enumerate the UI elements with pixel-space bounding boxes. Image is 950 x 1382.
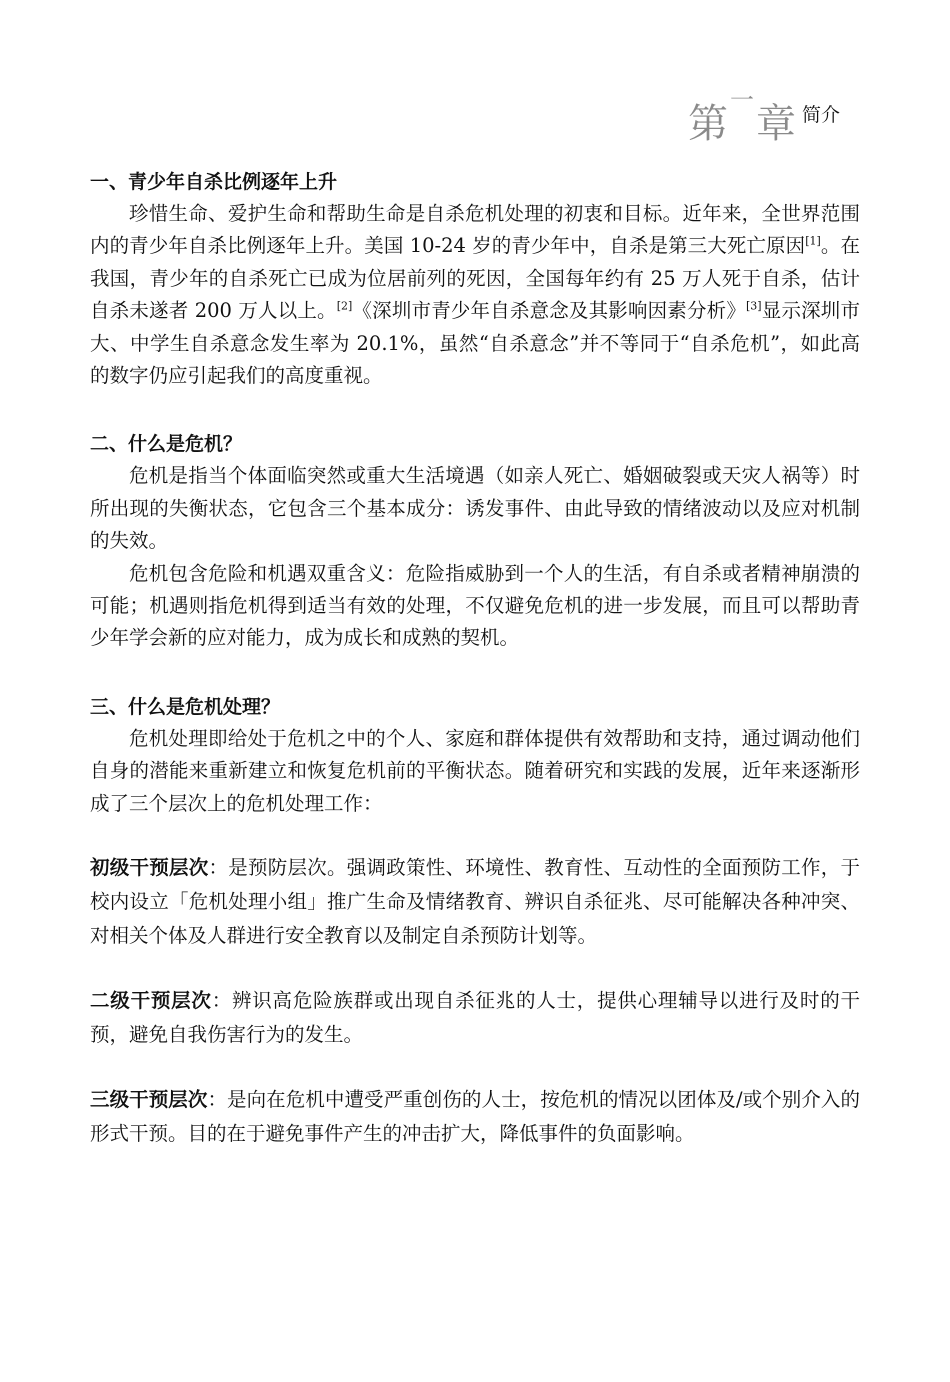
level-paragraph-secondary — [90, 984, 860, 1052]
level-label: 二级干预层次 — [90, 989, 212, 1013]
chapter-number: 一 — [729, 86, 754, 114]
paragraph-text: 显示深圳市大、中学生自杀意念发生率为 20.1%，虽然“自杀意念”并不等同于“自杀危机”，如此高的数字仍应引起我们的高度重视。 — [90, 299, 860, 388]
paragraph-text: 珍惜生命、爱护生命和帮助生命是自杀危机处理的初衷和目标。近年来，全世界范围内的青少年自杀比例逐年上升。美国 10-24 岁的青少年中，自杀是第三大死亡原因 — [90, 202, 860, 258]
chapter-title: 简介 — [801, 104, 840, 126]
section-heading: 一、青少年自杀比例逐年上升 — [90, 171, 338, 193]
section-paragraph: 危机包含危险和机遇双重含义：危险指威胁到一个人的生活，有自杀或者精神崩溃的可能；机遇则指危机得到适当有效的处理，不仅避免危机的进一步发展，而且可以帮助青少年学会新的应对能力，成为成长和成熟的契机。 — [90, 561, 860, 650]
citation-ref: [3] — [746, 299, 762, 313]
level-label: 初级干预层次 — [90, 856, 209, 880]
level-text: ：辨识高危险族群或出现自杀征兆的人士，提供心理辅导以进行及时的干预，避免自我伤害行为的发生。 — [90, 989, 860, 1047]
section-paragraph: 危机是指当个体面临突然或重大生活境遇（如亲人死亡、婚姻破裂或天灾人祸等）时所出现的失衡状态，它包含三个基本成分：诱发事件、由此导致的情绪波动以及应对机制的失效。 — [90, 464, 860, 553]
section-heading: 二、什么是危机？ — [90, 433, 243, 456]
chapter-suffix: 章 — [755, 101, 796, 147]
level-paragraph-tertiary — [90, 1083, 860, 1151]
level-label: 三级干预层次 — [90, 1088, 208, 1112]
level-text: ：是预防层次。强调政策性、环境性、教育性、互动性的全面预防工作，于校内设立「危机处理小组」推广生命及情绪教育、辨识自杀征兆、尽可能解决各种冲突、对相关个体及人群进行安全教育以及制定自杀预防计划等。 — [90, 856, 860, 948]
level-text: ：是向在危机中遭受严重创伤的人士，按危机的情况以团体及/或个别介入的形式干预。目的在于避免事件产生的冲击扩大，降低事件的负面影响。 — [90, 1088, 860, 1146]
citation-ref: [1] — [805, 234, 821, 248]
citation-ref: [2] — [336, 299, 353, 313]
section-paragraph — [90, 198, 860, 392]
chapter-prefix: 第 — [687, 101, 728, 147]
paragraph-text: 。在我国，青少年的自杀死亡已成为位居前列的死因，全国每年约有 25 万人死于自杀，估计自杀未遂者 200 万人以上。 — [90, 234, 860, 323]
section-heading: 三、什么是危机处理？ — [90, 695, 281, 718]
chapter-header — [688, 88, 840, 148]
document-body — [90, 166, 860, 1151]
level-paragraph-primary — [90, 851, 860, 953]
paragraph-text: 《深圳市青少年自杀意念及其影响因素分析》 — [352, 299, 746, 323]
section-paragraph: 危机处理即给处于危机之中的个人、家庭和群体提供有效帮助和支持，通过调动他们自身的潜能来重新建立和恢复危机前的平衡状态。随着研究和实践的发展，近年来逐渐形成了三个层次上的危机处理工作： — [90, 726, 860, 815]
